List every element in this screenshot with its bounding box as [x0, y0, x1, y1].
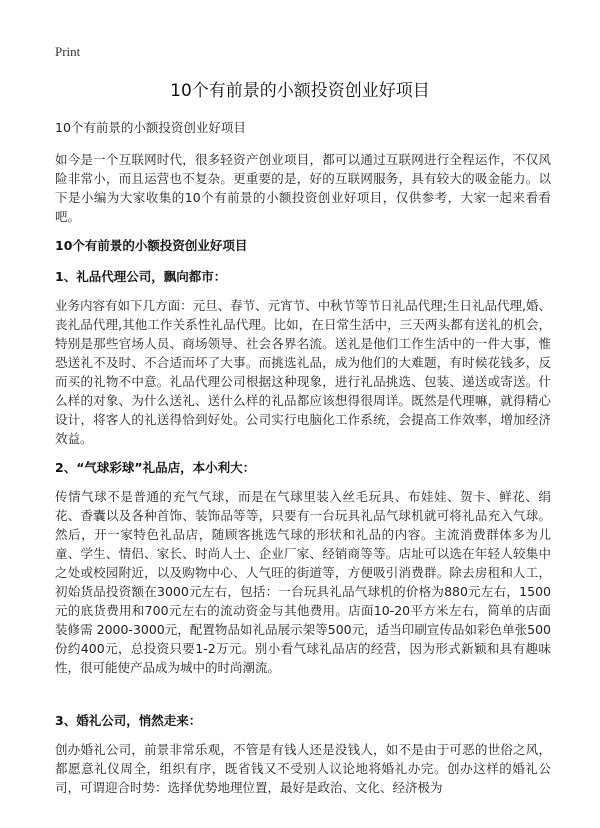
- item-2-heading: 2、“气球彩球”礼品店，本小利大：: [55, 460, 256, 475]
- item-1-heading: 1、礼品代理公司，飘向都市：: [55, 269, 227, 284]
- print-label: Print: [55, 44, 81, 59]
- item-3-body: 创办婚礼公司，前景非常乐观，不管是有钱人还是没钱人，如不是由于可恶的世俗之风，都愿意礼仪周全，组织有序，既省钱又不受别人议论地将婚礼办完。创办这样的婚礼公司，可谓迎合时势：选择优势地理位置，最好是政治、文化、经济极为: [55, 742, 551, 795]
- item-2-body: 传情气球不是普通的充气气球，而是在气球里装入丝毛玩具、布娃娃、贺卡、鲜花、绢花、香囊以及各种首饰、装饰品等等，只要有一台玩具礼品气球机就可将礼品充入气球。然后，开一家特色礼品店，随顾客挑选气球的形状和礼品的内容。主流消费群体多为儿童、学生、情侣、家长、时尚人士、企业厂家、经销商等等。店址可以选在年轻人较集中之处或校园附近，以及购物中心、人气旺的街道等，方便吸引消费群。除去房租和人工，初始货品投资额在3000元左右，包括：一台玩具礼品气球机的价格为880元左右，1500元的底货费用和700元左右的流动资金与其他费用。店面10-20平方米左右，简单的店面装修需 2000-3000元，配置物品如礼品展示架等500元，适当印刷宣传品如彩色单张500份约400元，总投资只要1-2万元。别小看气球礼品店的经营，因为形式新颖和具有趣味性，很可能使产品成为城中的时尚潮流。: [55, 489, 551, 675]
- page-subtitle: 10个有前景的小额投资创业好项目: [55, 120, 246, 135]
- intro-paragraph: 如今是一个互联网时代，很多轻资产创业项目，都可以通过互联网进行全程运作，不仅风险非常小，而且运营也不复杂。更重要的是，好的互联网服务，具有较大的吸金能力。以下是小编为大家收集的10个有前景的小额投资创业好项目，仅供参考，大家一起来看看吧。: [55, 152, 551, 224]
- page-title: 10个有前景的小额投资创业好项目: [170, 81, 430, 101]
- section-heading: 10个有前景的小额投资创业好项目: [55, 238, 248, 253]
- item-3-heading: 3、婚礼公司，悄然走来：: [55, 713, 202, 728]
- item-1-body: 业务内容有如下几方面：元旦、春节、元宵节、中秋节等节日礼品代理;生日礼品代理,婚、丧礼品代理,其他工作关系性礼品代理。比如，在日常生活中，三天两头都有送礼的机会，特别是那些官场人员、商场领导、社会各界名流。送礼是他们工作生活中的一件大事，惟恐送礼不及时、不合适而坏了大事。而挑选礼品，成为他们的大难题，有时候花钱多，反而买的礼物不中意。礼品代理公司根据这种现象，进行礼品挑选、包装、递送或寄送。什么样的对象、为什么送礼、送什么样的礼品都应该想得很周详。既然是代理嘛，就得精心设计，将客人的礼送得恰到好处。公司实行电脑化工作系统，会提高工作效率，增加经济效益。: [55, 298, 551, 446]
